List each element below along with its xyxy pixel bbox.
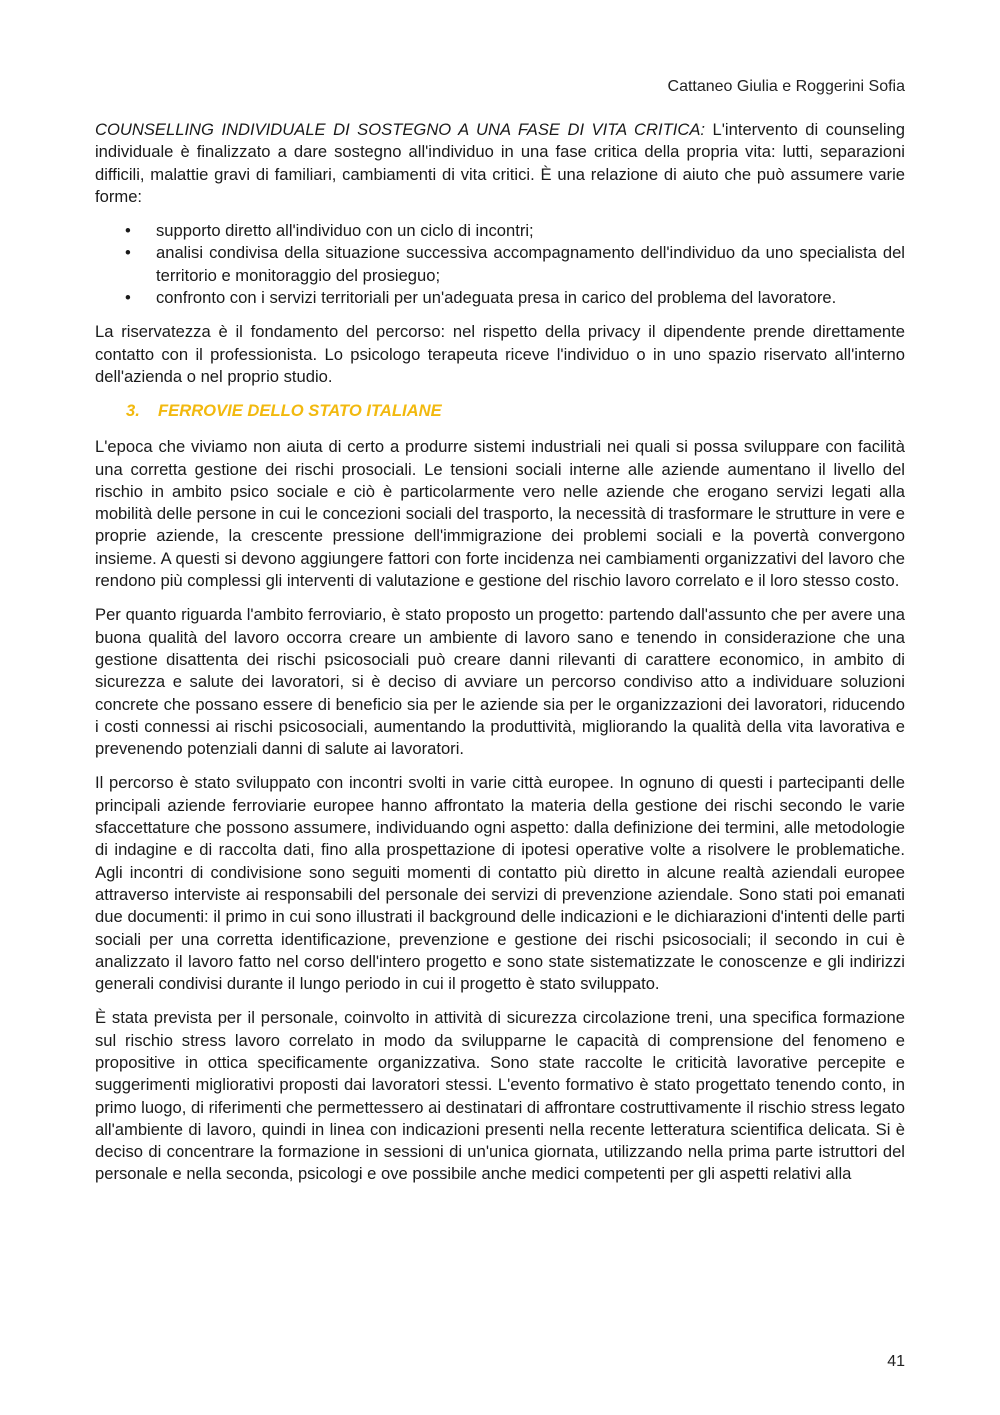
list-item bbox=[95, 242, 905, 287]
body-paragraph: L'epoca che viviamo non aiuta di certo a produrre sistemi industriali nei quali si possa sviluppare con facilità una corretta gestione dei rischi prosociali. Le tensioni sociali interne alle aziende aumentano il livello del rischio in ambito psico sociale e ciò è particolarmente vero nelle aziende che erogano servizi legati alla mobilità delle persone in cui le concezioni sociali del trasporto, la necessità di trasformare le strutture in vere e proprie aziende, la crescente pressione dell'immigrazione dei problemi sociali e la povertà convergono insieme. A questi si devono aggiungere fattori con forte incidenza nei cambiamenti organizzativi del lavoro che rendono più complessi gli interventi di valutazione e gestione del rischio lavoro correlato e il loro stesso costo. bbox=[95, 437, 905, 591]
list-item-text: analisi condivisa della situazione successiva accompagnamento dell'individuo da uno specialista del territorio e monitoraggio del prosieguo; bbox=[156, 243, 905, 285]
section-title: FERROVIE DELLO STATO ITALIANE bbox=[158, 401, 442, 421]
intro-lead-text: L'intervento di counseling individuale è finalizzato a dare sostegno all'individuo in una fase critica della propria vita: lutti, separazioni difficili, malattie gravi di familiari, cambiamenti di vita critici. È una relazione di aiuto che può assumere varie forme: bbox=[95, 120, 905, 206]
list-item bbox=[95, 287, 905, 309]
section-number: 3. bbox=[126, 401, 140, 421]
running-header: Cattaneo Giulia e Roggerini Sofia bbox=[667, 78, 905, 95]
section-heading bbox=[126, 400, 905, 422]
intro-lead-title: COUNSELLING INDIVIDUALE DI SOSTEGNO A UNA FASE DI VITA CRITICA: bbox=[95, 120, 706, 139]
body-paragraph: Per quanto riguarda l'ambito ferroviario, è stato proposto un progetto: partendo dall'assunto che per avere una buona qualità del lavoro occorra creare un ambiente di lavoro sano e tenendo in considerazione che una gestione disattenta dei rischi psicosociali può creare danni rilevanti di carattere economico, in ambito di sicurezza e salute dei lavoratori, si è deciso di avviare un percorso condiviso atto a individuare soluzioni concrete che possano essere di beneficio sia per le aziende sia per le organizzazioni dei lavoratori, riducendo i costi connessi ai rischi psicosociali, aumentando la produttività, migliorando la qualità della vita lavorativa e prevenendo potenziali danni di salute ai lavoratori. bbox=[95, 605, 905, 759]
body-paragraph: È stata prevista per il personale, coinvolto in attività di sicurezza circolazione treni, una specifica formazione sul rischio stress lavoro correlato in modo da svilupparne le capacità di comprensione del fenomeno e propositive in ottica specificamente organizzativa. Sono state raccolte le criticità lavorative percepite e suggerimenti migliorativi proposti dai lavoratori stessi. L'evento formativo è stato progettato tenendo conto, in primo luogo, di riferimenti che permettessero ai destinatari di affrontare costruttivamente il rischio stress legato all'ambiente di lavoro, quindi in linea con indicazioni presenti nella recente letteratura scientifica delicata. Si è deciso di concentrare la formazione in sessioni di un'unica giornata, utilizzando nella prima parte istruttori del personale e nella seconda, psicologi e ove possibile anche medici competenti per gli aspetti relativi alla bbox=[95, 1008, 905, 1184]
page-content bbox=[95, 119, 905, 1198]
list-item bbox=[95, 220, 905, 242]
bullet-marker: • bbox=[125, 221, 131, 241]
body-paragraph: Il percorso è stato sviluppato con incontri svolti in varie città europee. In ognuno di questi i partecipanti delle principali aziende ferroviarie europee hanno affrontato la materia della gestione dei rischi secondo le varie sfaccettature che possono assumere, individuando ogni aspetto: dalla definizione dei termini, alle metodologie di indagine e di raccolta dati, fino alla prospettazione di ipotesi operative volte a risolvere le problematiche. Agli incontri di condivisione sono seguiti momenti di contatto più diretto in alcune realtà aziendali europee attraverso interviste ai responsabili del personale dei servizi di prevenzione aziendale. Sono stati poi emanati due documenti: il primo in cui sono illustrati il background delle indicazioni e le dichiarazioni d'intenti delle parti sociali per una corretta identificazione, prevenzione e gestione dei rischi psicosociali; il secondo in cui è analizzato il lavoro fatto nel corso dell'intero progetto e sono state sistematizzate le conoscenze e gli indirizzi generali condivisi durante il lungo periodo in cui il progetto è stato sviluppato. bbox=[95, 773, 905, 994]
intro-paragraph bbox=[95, 119, 905, 208]
bullet-marker: • bbox=[125, 243, 131, 263]
privacy-paragraph: La riservatezza è il fondamento del percorso: nel rispetto della privacy il dipendente prende direttamente contatto con il professionista. Lo psicologo terapeuta riceve l'individuo o in uno spazio riservato all'interno dell'azienda o nel proprio studio. bbox=[95, 322, 905, 386]
list-item-text: supporto diretto all'individuo con un ciclo di incontri; bbox=[156, 221, 534, 241]
bullet-list bbox=[95, 220, 905, 309]
bullet-marker: • bbox=[125, 288, 131, 308]
list-item-text: confronto con i servizi territoriali per un'adeguata presa in carico del problema del lavoratore. bbox=[156, 288, 837, 308]
page-number: 41 bbox=[887, 1353, 905, 1370]
